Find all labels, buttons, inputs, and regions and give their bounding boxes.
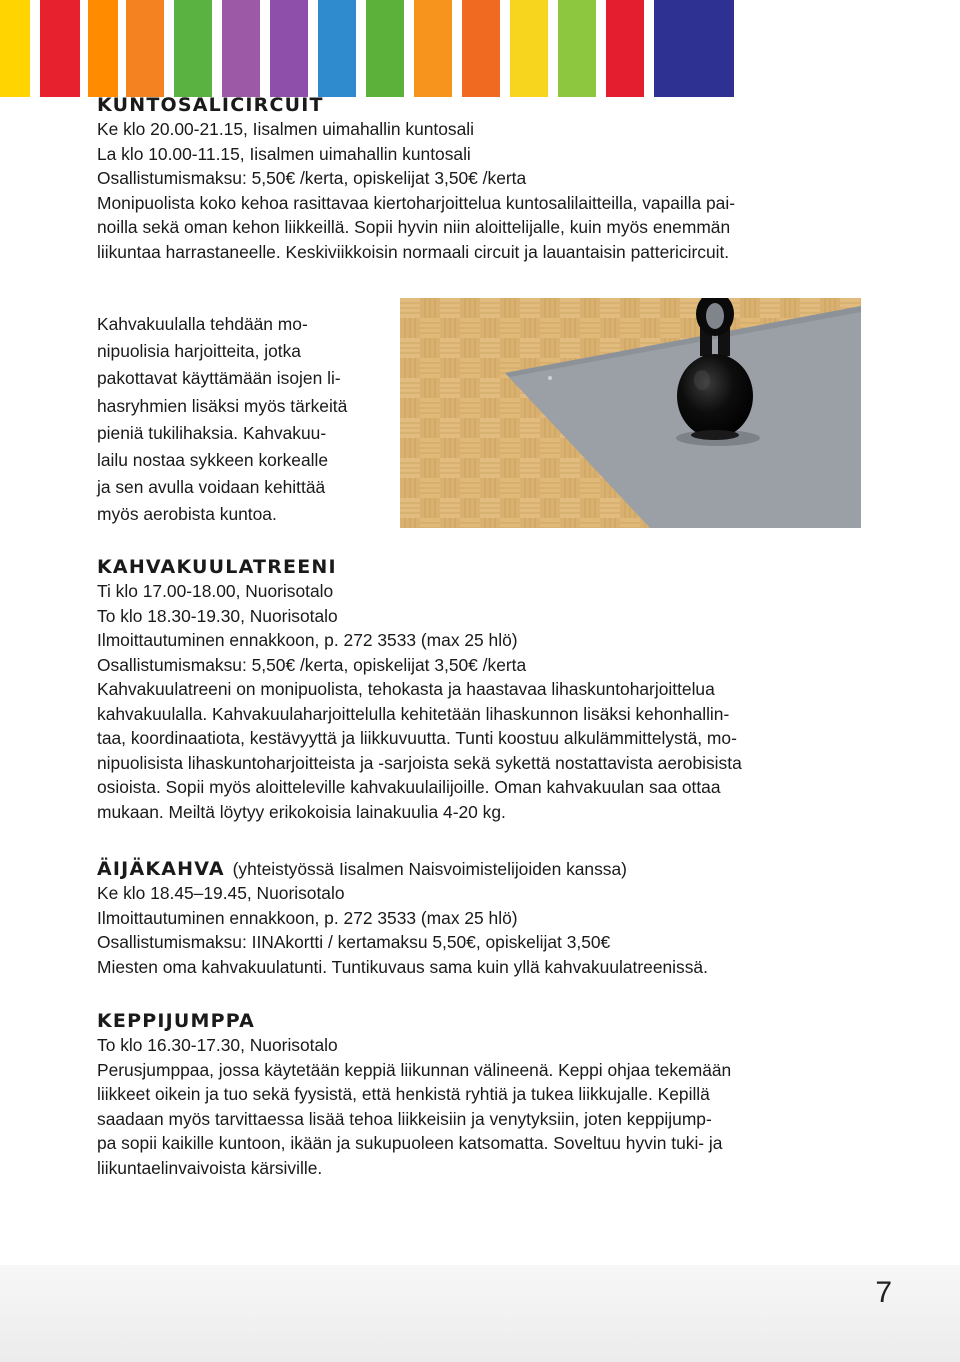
section-title: ÄIJÄKAHVA bbox=[97, 858, 225, 880]
section-title-row bbox=[97, 857, 867, 881]
text-line: Ti klo 17.00-18.00, Nuorisotalo bbox=[97, 581, 334, 601]
color-stripe bbox=[548, 0, 558, 97]
color-stripe bbox=[606, 0, 644, 97]
text-line: Ilmoittautuminen ennakkoon, p. 272 3533 (max 25 hlö) bbox=[97, 630, 518, 650]
text-line: noilla sekä oman kehon liikkeillä. Sopii hyvin niin aloittelijalle, kuin myös enemmän bbox=[97, 217, 731, 237]
color-stripe bbox=[118, 0, 126, 97]
text-line: osioista. Sopii myös aloitteleville kahvakuulailijoille. Oman kahvakuulan saa ottaa bbox=[97, 777, 721, 797]
text-line: lailu nostaa sykkeen korkealle bbox=[97, 450, 329, 471]
kahvakuula-intro bbox=[97, 311, 397, 529]
color-stripe bbox=[596, 0, 606, 97]
text-line: Ke klo 20.00-21.15, Iisalmen uimahallin kuntosali bbox=[97, 119, 475, 139]
color-stripe bbox=[270, 0, 308, 97]
color-stripe bbox=[0, 0, 30, 97]
color-stripe bbox=[366, 0, 404, 97]
kettlebell-photo bbox=[400, 298, 861, 528]
kettlebell-photo-image bbox=[400, 298, 861, 528]
section-kuntosalicircuit bbox=[97, 93, 867, 264]
color-stripe bbox=[126, 0, 164, 97]
text-line: taa, koordinaatiota, kestävyyttä ja liikkuvuutta. Tunti koostuu alkulämmittelystä, mo- bbox=[97, 728, 737, 748]
text-line: pieniä tukilihaksia. Kahvakuu- bbox=[97, 422, 327, 443]
section-aijakahva bbox=[97, 857, 867, 979]
text-line: La klo 10.00-11.15, Iisalmen uimahallin kuntosali bbox=[97, 143, 471, 164]
text-line: pakottavat käyttämään isojen li- bbox=[97, 368, 341, 389]
text-line: To klo 18.30-19.30, Nuorisotalo bbox=[97, 605, 338, 626]
color-stripe bbox=[462, 0, 500, 97]
text-line: To klo 16.30-17.30, Nuorisotalo bbox=[97, 1035, 338, 1055]
color-stripe bbox=[222, 0, 260, 97]
color-stripe bbox=[212, 0, 222, 97]
color-stripe bbox=[40, 0, 80, 97]
section-title: KUNTOSALICIRCUIT bbox=[97, 94, 324, 116]
text-line: liikuntaa harrastaneelle. Keskiviikkoisin normaali circuit ja lauantaisin pattericircuit. bbox=[97, 241, 730, 262]
text-line: ja sen avulla voidaan kehittää bbox=[97, 477, 326, 498]
section-kahvakuulatreeni bbox=[97, 555, 867, 824]
color-stripe bbox=[80, 0, 88, 97]
text-line: Kahvakuulatreeni on monipuolista, tehokasta ja haastavaa lihaskuntoharjoittelua bbox=[97, 679, 715, 699]
text-line: nipuolisia harjoitteita, jotka bbox=[97, 341, 301, 362]
color-stripe bbox=[308, 0, 318, 97]
color-stripe bbox=[644, 0, 654, 97]
text-line: mukaan. Meiltä löytyy erikokoisia lainakuulia 4-20 kg. bbox=[97, 801, 506, 822]
text-line: liikkeet oikein ja tuo sekä fyysistä, että henkistä ryhtiä ja tukea liikkujalle. Kepillä bbox=[97, 1084, 710, 1104]
color-stripe bbox=[88, 0, 118, 97]
text-line: Osallistumismaksu: 5,50€ /kerta, opiskelijat 3,50€ /kerta bbox=[97, 654, 527, 675]
text-line: Monipuolista koko kehoa rasittavaa kiertoharjoittelua kuntosalilaitteilla, vapailla pai- bbox=[97, 192, 736, 213]
text-line: Miesten oma kahvakuulatunti. Tuntikuvaus sama kuin yllä kahvakuulatreenissä. bbox=[97, 956, 708, 977]
text-line: saadaan myös tarvittaessa lisää tehoa liikkeisiin ja venytyksiin, joten keppijump- bbox=[97, 1108, 712, 1129]
footer-band bbox=[0, 1265, 960, 1362]
color-stripe bbox=[414, 0, 452, 97]
section-title: KAHVAKUULATREENI bbox=[97, 556, 337, 578]
color-stripe bbox=[510, 0, 548, 97]
color-stripe bbox=[174, 0, 212, 97]
text-line: myös aerobista kuntoa. bbox=[97, 504, 277, 525]
text-line: kahvakuulalla. Kahvakuulaharjoittelulla kehitetään lihaskunnon lisäksi kehonhallin- bbox=[97, 703, 730, 724]
color-stripe bbox=[558, 0, 596, 97]
color-stripe bbox=[318, 0, 356, 97]
text-line: nipuolisista lihaskuntoharjoitteista ja -sarjoista sekä sykettä nostattavista aerobisista bbox=[97, 752, 742, 773]
section-subtitle: (yhteistyössä Iisalmen Naisvoimistelijoiden kanssa) bbox=[232, 859, 627, 879]
text-line: Perusjumppaa, jossa käytetään keppiä liikunnan välineenä. Keppi ohjaa tekemään bbox=[97, 1059, 732, 1080]
color-stripe bbox=[452, 0, 462, 97]
section-title: KEPPIJUMPPA bbox=[97, 1010, 256, 1032]
text-line: Osallistumismaksu: IINAkortti / kertamaksu 5,50€, opiskelijat 3,50€ bbox=[97, 932, 611, 952]
text-line: Kahvakuulalla tehdään mo- bbox=[97, 314, 308, 334]
color-stripe bbox=[654, 0, 734, 97]
text-line: liikuntaelinvaivoista kärsiville. bbox=[97, 1157, 323, 1178]
text-line: Osallistumismaksu: 5,50€ /kerta, opiskelijat 3,50€ /kerta bbox=[97, 168, 527, 188]
color-stripe bbox=[500, 0, 510, 97]
text-line: Ilmoittautuminen ennakkoon, p. 272 3533 (max 25 hlö) bbox=[97, 907, 518, 928]
color-stripe bbox=[164, 0, 174, 97]
color-stripe bbox=[30, 0, 40, 97]
page-number: 7 bbox=[875, 1276, 892, 1309]
color-stripes-banner bbox=[0, 0, 960, 97]
text-line: Ke klo 18.45–19.45, Nuorisotalo bbox=[97, 883, 345, 903]
color-stripe bbox=[260, 0, 270, 97]
text-line: hasryhmien lisäksi myös tärkeitä bbox=[97, 395, 348, 416]
color-stripe bbox=[404, 0, 414, 97]
section-keppijumppa bbox=[97, 1009, 867, 1180]
text-line: pa sopii kaikille kuntoon, ikään ja sukupuoleen katsomatta. Soveltuu hyvin tuki- ja bbox=[97, 1133, 723, 1153]
color-stripe bbox=[356, 0, 366, 97]
